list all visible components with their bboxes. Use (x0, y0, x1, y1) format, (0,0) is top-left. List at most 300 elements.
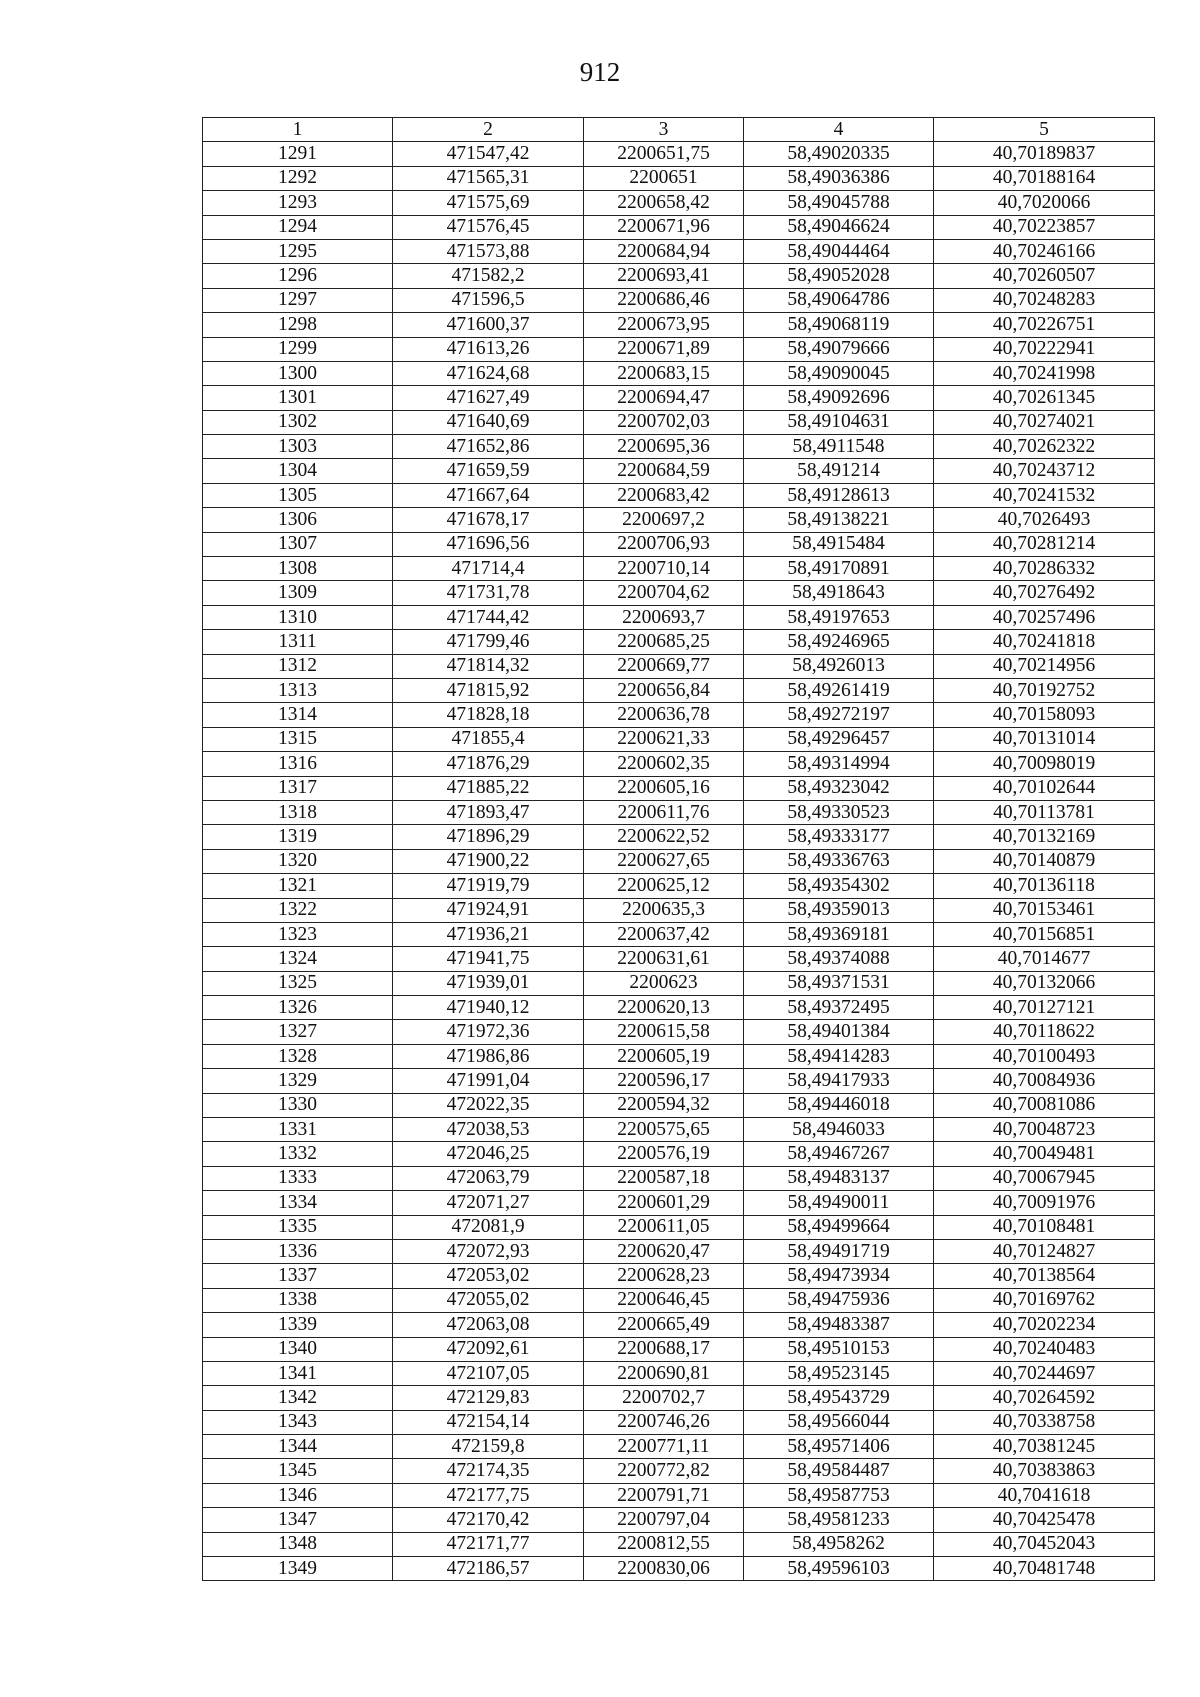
table-row (203, 605, 1155, 629)
table-cell-col-2: 472092,61 (393, 1337, 584, 1361)
table-cell-col-2: 472081,9 (393, 1215, 584, 1239)
table-cell-col-5: 40,70049481 (934, 1142, 1155, 1166)
table-row (203, 1288, 1155, 1312)
table-cell-col-3: 2200625,12 (584, 874, 744, 898)
table-row (203, 947, 1155, 971)
table-cell-col-4: 58,49090045 (744, 361, 934, 385)
table-cell-col-5: 40,70248283 (934, 288, 1155, 312)
table-cell-col-5: 40,70169762 (934, 1288, 1155, 1312)
table-cell-col-1: 1331 (203, 1118, 393, 1142)
table-row (203, 825, 1155, 849)
table-cell-col-5: 40,70274021 (934, 410, 1155, 434)
table-cell-col-2: 471565,31 (393, 166, 584, 190)
table-cell-col-3: 2200671,89 (584, 337, 744, 361)
table-cell-col-2: 472159,8 (393, 1435, 584, 1459)
table-cell-col-3: 2200702,7 (584, 1386, 744, 1410)
table-cell-col-1: 1298 (203, 313, 393, 337)
table-cell-col-2: 471924,91 (393, 898, 584, 922)
table-cell-col-3: 2200621,33 (584, 727, 744, 751)
table-cell-col-5: 40,70243712 (934, 459, 1155, 483)
column-header-2: 2 (393, 118, 584, 142)
table-cell-col-2: 472154,14 (393, 1410, 584, 1434)
table-cell-col-3: 2200620,47 (584, 1239, 744, 1263)
table-cell-col-2: 472186,57 (393, 1557, 584, 1581)
table-cell-col-2: 472022,35 (393, 1093, 584, 1117)
table-row (203, 703, 1155, 727)
table-cell-col-2: 471936,21 (393, 922, 584, 946)
table-row (203, 264, 1155, 288)
table-cell-col-5: 40,70067945 (934, 1166, 1155, 1190)
table-cell-col-4: 58,49079666 (744, 337, 934, 361)
table-cell-col-2: 471896,29 (393, 825, 584, 849)
table-cell-col-4: 58,49510153 (744, 1337, 934, 1361)
table-row (203, 1069, 1155, 1093)
table-cell-col-4: 58,49052028 (744, 264, 934, 288)
table-cell-col-5: 40,70244697 (934, 1361, 1155, 1385)
table-cell-col-4: 58,49246965 (744, 630, 934, 654)
table-cell-col-3: 2200695,36 (584, 435, 744, 459)
table-cell-col-1: 1322 (203, 898, 393, 922)
table-cell-col-2: 471939,01 (393, 971, 584, 995)
table-cell-col-2: 471919,79 (393, 874, 584, 898)
table-cell-col-5: 40,70124827 (934, 1239, 1155, 1263)
table-cell-col-2: 471893,47 (393, 800, 584, 824)
table-cell-col-4: 58,49261419 (744, 678, 934, 702)
table-cell-col-5: 40,70113781 (934, 800, 1155, 824)
table-cell-col-4: 58,49068119 (744, 313, 934, 337)
table-cell-col-2: 471624,68 (393, 361, 584, 385)
table-cell-col-4: 58,49354302 (744, 874, 934, 898)
table-row (203, 1093, 1155, 1117)
column-header-5: 5 (934, 118, 1155, 142)
table-cell-col-4: 58,49046624 (744, 215, 934, 239)
table-row (203, 508, 1155, 532)
table-cell-col-5: 40,70286332 (934, 557, 1155, 581)
table-cell-col-5: 40,70240483 (934, 1337, 1155, 1361)
table-cell-col-5: 40,7014677 (934, 947, 1155, 971)
table-row (203, 410, 1155, 434)
table-cell-col-4: 58,49483137 (744, 1166, 934, 1190)
table-cell-col-4: 58,49543729 (744, 1386, 934, 1410)
table-cell-col-4: 58,4911548 (744, 435, 934, 459)
table-cell-col-4: 58,49314994 (744, 752, 934, 776)
table-cell-col-2: 471659,59 (393, 459, 584, 483)
table-cell-col-3: 2200693,7 (584, 605, 744, 629)
table-row (203, 191, 1155, 215)
header-row (203, 118, 1155, 142)
table-cell-col-3: 2200683,42 (584, 483, 744, 507)
table-cell-col-4: 58,49571406 (744, 1435, 934, 1459)
table-cell-col-3: 2200702,03 (584, 410, 744, 434)
table-cell-col-4: 58,49020335 (744, 142, 934, 166)
table-cell-col-4: 58,49490011 (744, 1191, 934, 1215)
table-cell-col-5: 40,70481748 (934, 1557, 1155, 1581)
table-row (203, 288, 1155, 312)
table-cell-col-2: 471575,69 (393, 191, 584, 215)
table-cell-col-2: 471547,42 (393, 142, 584, 166)
table-cell-col-4: 58,49401384 (744, 1020, 934, 1044)
table-cell-col-1: 1326 (203, 996, 393, 1020)
table-row (203, 898, 1155, 922)
table-cell-col-5: 40,70264592 (934, 1386, 1155, 1410)
table-cell-col-4: 58,49064786 (744, 288, 934, 312)
table-cell-col-3: 2200611,76 (584, 800, 744, 824)
table-cell-col-3: 2200697,2 (584, 508, 744, 532)
table-cell-col-3: 2200587,18 (584, 1166, 744, 1190)
table-cell-col-5: 40,70276492 (934, 581, 1155, 605)
table-cell-col-2: 471582,2 (393, 264, 584, 288)
table-cell-col-5: 40,70136118 (934, 874, 1155, 898)
table-cell-col-5: 40,70381245 (934, 1435, 1155, 1459)
table-row (203, 166, 1155, 190)
table-cell-col-2: 471900,22 (393, 849, 584, 873)
table-cell-col-1: 1301 (203, 386, 393, 410)
table-row (203, 313, 1155, 337)
table-row (203, 459, 1155, 483)
table-cell-col-5: 40,70100493 (934, 1044, 1155, 1068)
table-cell-col-1: 1291 (203, 142, 393, 166)
table-cell-col-1: 1342 (203, 1386, 393, 1410)
table-cell-col-2: 471991,04 (393, 1069, 584, 1093)
table-cell-col-4: 58,4926013 (744, 654, 934, 678)
table-cell-col-2: 471855,4 (393, 727, 584, 751)
table-cell-col-2: 471627,49 (393, 386, 584, 410)
table-cell-col-5: 40,70261345 (934, 386, 1155, 410)
table-row (203, 1215, 1155, 1239)
table-cell-col-1: 1341 (203, 1361, 393, 1385)
table-cell-col-4: 58,49584487 (744, 1459, 934, 1483)
table-row (203, 435, 1155, 459)
table-cell-col-2: 472170,42 (393, 1508, 584, 1532)
table-row (203, 630, 1155, 654)
table-row (203, 142, 1155, 166)
table-cell-col-5: 40,70241532 (934, 483, 1155, 507)
table-cell-col-3: 2200694,47 (584, 386, 744, 410)
table-cell-col-5: 40,70281214 (934, 532, 1155, 556)
column-header-1: 1 (203, 118, 393, 142)
table-cell-col-5: 40,70192752 (934, 678, 1155, 702)
table-cell-col-4: 58,49587753 (744, 1483, 934, 1507)
table-cell-col-4: 58,49323042 (744, 776, 934, 800)
table-cell-col-4: 58,49483387 (744, 1313, 934, 1337)
table-cell-col-2: 471972,36 (393, 1020, 584, 1044)
table-cell-col-2: 472174,35 (393, 1459, 584, 1483)
table-cell-col-1: 1337 (203, 1264, 393, 1288)
table-cell-col-4: 58,49170891 (744, 557, 934, 581)
table-cell-col-1: 1328 (203, 1044, 393, 1068)
table-cell-col-4: 58,49414283 (744, 1044, 934, 1068)
table-cell-col-5: 40,70158093 (934, 703, 1155, 727)
table-cell-col-5: 40,70257496 (934, 605, 1155, 629)
table-cell-col-5: 40,70131014 (934, 727, 1155, 751)
table-cell-col-1: 1335 (203, 1215, 393, 1239)
table-row (203, 1142, 1155, 1166)
table-cell-col-3: 2200615,58 (584, 1020, 744, 1044)
table-cell-col-4: 58,49371531 (744, 971, 934, 995)
table-cell-col-4: 58,4946033 (744, 1118, 934, 1142)
table-cell-col-5: 40,70118622 (934, 1020, 1155, 1044)
table-cell-col-4: 58,49581233 (744, 1508, 934, 1532)
table-cell-col-3: 2200602,35 (584, 752, 744, 776)
table-row (203, 1508, 1155, 1532)
table-row (203, 1337, 1155, 1361)
table-row (203, 1118, 1155, 1142)
table-cell-col-5: 40,7020066 (934, 191, 1155, 215)
table-cell-col-3: 2200628,23 (584, 1264, 744, 1288)
table-cell-col-1: 1345 (203, 1459, 393, 1483)
table-row (203, 800, 1155, 824)
table-cell-col-1: 1338 (203, 1288, 393, 1312)
table-cell-col-3: 2200706,93 (584, 532, 744, 556)
table-cell-col-1: 1309 (203, 581, 393, 605)
table-cell-col-4: 58,49296457 (744, 727, 934, 751)
table-cell-col-3: 2200636,78 (584, 703, 744, 727)
table-cell-col-4: 58,49036386 (744, 166, 934, 190)
table-cell-col-1: 1294 (203, 215, 393, 239)
table-cell-col-2: 471652,86 (393, 435, 584, 459)
table-cell-col-4: 58,49369181 (744, 922, 934, 946)
table-cell-col-1: 1349 (203, 1557, 393, 1581)
table-row (203, 1166, 1155, 1190)
coordinates-table (202, 117, 1155, 1581)
table-cell-col-3: 2200797,04 (584, 1508, 744, 1532)
table-cell-col-2: 472055,02 (393, 1288, 584, 1312)
table-row (203, 1361, 1155, 1385)
table-row (203, 1044, 1155, 1068)
table-cell-col-3: 2200683,15 (584, 361, 744, 385)
table-row (203, 654, 1155, 678)
table-cell-col-5: 40,70223857 (934, 215, 1155, 239)
table-cell-col-3: 2200635,3 (584, 898, 744, 922)
table-cell-col-1: 1321 (203, 874, 393, 898)
table-cell-col-3: 2200686,46 (584, 288, 744, 312)
table-row (203, 849, 1155, 873)
page-number: 912 (579, 57, 621, 87)
table-cell-col-2: 471815,92 (393, 678, 584, 702)
table-cell-col-2: 472072,93 (393, 1239, 584, 1263)
table-cell-col-2: 471573,88 (393, 239, 584, 263)
table-cell-col-2: 471714,4 (393, 557, 584, 581)
table-row (203, 727, 1155, 751)
table-cell-col-5: 40,70098019 (934, 752, 1155, 776)
table-cell-col-1: 1297 (203, 288, 393, 312)
table-cell-col-3: 2200637,42 (584, 922, 744, 946)
table-cell-col-5: 40,70132066 (934, 971, 1155, 995)
table-cell-col-5: 40,70091976 (934, 1191, 1155, 1215)
table-cell-col-1: 1310 (203, 605, 393, 629)
table-cell-col-1: 1315 (203, 727, 393, 751)
table-cell-col-3: 2200673,95 (584, 313, 744, 337)
table-cell-col-1: 1333 (203, 1166, 393, 1190)
table-cell-col-4: 58,49045788 (744, 191, 934, 215)
table-row (203, 483, 1155, 507)
table-cell-col-3: 2200688,17 (584, 1337, 744, 1361)
table-row (203, 1191, 1155, 1215)
table-cell-col-4: 58,49372495 (744, 996, 934, 1020)
table-cell-col-2: 471885,22 (393, 776, 584, 800)
table-cell-col-3: 2200576,19 (584, 1142, 744, 1166)
table-cell-col-4: 58,49475936 (744, 1288, 934, 1312)
table-cell-col-5: 40,70226751 (934, 313, 1155, 337)
table-cell-col-4: 58,49417933 (744, 1069, 934, 1093)
table-cell-col-3: 2200631,61 (584, 947, 744, 971)
table-cell-col-3: 2200596,17 (584, 1069, 744, 1093)
table-cell-col-1: 1313 (203, 678, 393, 702)
table-cell-col-2: 472171,77 (393, 1532, 584, 1556)
table-cell-col-3: 2200658,42 (584, 191, 744, 215)
table-cell-col-1: 1314 (203, 703, 393, 727)
table-cell-col-5: 40,70383863 (934, 1459, 1155, 1483)
table-row (203, 532, 1155, 556)
table-cell-col-1: 1317 (203, 776, 393, 800)
table-cell-col-2: 472107,05 (393, 1361, 584, 1385)
table-row (203, 1313, 1155, 1337)
table-cell-col-5: 40,70084936 (934, 1069, 1155, 1093)
table-row (203, 996, 1155, 1020)
table-cell-col-4: 58,49104631 (744, 410, 934, 434)
table-cell-col-4: 58,49138221 (744, 508, 934, 532)
table-cell-col-5: 40,70140879 (934, 849, 1155, 873)
table-cell-col-1: 1325 (203, 971, 393, 995)
table-cell-col-2: 472177,75 (393, 1483, 584, 1507)
table-cell-col-3: 2200685,25 (584, 630, 744, 654)
table-cell-col-1: 1320 (203, 849, 393, 873)
table-cell-col-4: 58,49446018 (744, 1093, 934, 1117)
table-cell-col-5: 40,70262322 (934, 435, 1155, 459)
table-cell-col-4: 58,4918643 (744, 581, 934, 605)
table-cell-col-1: 1311 (203, 630, 393, 654)
table-row (203, 581, 1155, 605)
table-cell-col-1: 1303 (203, 435, 393, 459)
table-cell-col-5: 40,70338758 (934, 1410, 1155, 1434)
table-cell-col-1: 1306 (203, 508, 393, 532)
table-cell-col-5: 40,70222941 (934, 337, 1155, 361)
table-cell-col-1: 1347 (203, 1508, 393, 1532)
table-body (203, 142, 1155, 1581)
table-cell-col-1: 1295 (203, 239, 393, 263)
table-row (203, 922, 1155, 946)
table-cell-col-1: 1329 (203, 1069, 393, 1093)
table-cell-col-5: 40,70241998 (934, 361, 1155, 385)
table-cell-col-5: 40,70153461 (934, 898, 1155, 922)
table-cell-col-4: 58,49330523 (744, 800, 934, 824)
table-cell-col-4: 58,491214 (744, 459, 934, 483)
table-cell-col-2: 472038,53 (393, 1118, 584, 1142)
table-cell-col-5: 40,70188164 (934, 166, 1155, 190)
table-cell-col-5: 40,70138564 (934, 1264, 1155, 1288)
table-row (203, 361, 1155, 385)
table-cell-col-1: 1302 (203, 410, 393, 434)
table-cell-col-1: 1307 (203, 532, 393, 556)
table-cell-col-2: 472046,25 (393, 1142, 584, 1166)
table-row (203, 215, 1155, 239)
table-row (203, 874, 1155, 898)
table-cell-col-3: 2200605,19 (584, 1044, 744, 1068)
table-cell-col-1: 1332 (203, 1142, 393, 1166)
table-cell-col-1: 1292 (203, 166, 393, 190)
table-cell-col-2: 471731,78 (393, 581, 584, 605)
table-cell-col-4: 58,49473934 (744, 1264, 934, 1288)
column-header-3: 3 (584, 118, 744, 142)
table-cell-col-1: 1299 (203, 337, 393, 361)
table-cell-col-2: 472129,83 (393, 1386, 584, 1410)
table-cell-col-2: 472071,27 (393, 1191, 584, 1215)
table-cell-col-2: 471576,45 (393, 215, 584, 239)
table-cell-col-3: 2200651 (584, 166, 744, 190)
table-row (203, 1483, 1155, 1507)
table-cell-col-4: 58,49374088 (744, 947, 934, 971)
table-cell-col-2: 471986,86 (393, 1044, 584, 1068)
table-cell-col-5: 40,70202234 (934, 1313, 1155, 1337)
table-cell-col-3: 2200605,16 (584, 776, 744, 800)
table-cell-col-1: 1330 (203, 1093, 393, 1117)
table-cell-col-2: 471828,18 (393, 703, 584, 727)
table-cell-col-3: 2200710,14 (584, 557, 744, 581)
table-cell-col-3: 2200646,45 (584, 1288, 744, 1312)
table-cell-col-3: 2200693,41 (584, 264, 744, 288)
table-cell-col-2: 471941,75 (393, 947, 584, 971)
table-cell-col-1: 1340 (203, 1337, 393, 1361)
table-cell-col-3: 2200830,06 (584, 1557, 744, 1581)
table-cell-col-1: 1346 (203, 1483, 393, 1507)
table-cell-col-5: 40,70189837 (934, 142, 1155, 166)
table-cell-col-5: 40,70132169 (934, 825, 1155, 849)
table-row (203, 776, 1155, 800)
table-cell-col-4: 58,49467267 (744, 1142, 934, 1166)
table-cell-col-4: 58,4915484 (744, 532, 934, 556)
table-cell-col-1: 1324 (203, 947, 393, 971)
table-cell-col-3: 2200601,29 (584, 1191, 744, 1215)
table-cell-col-4: 58,49596103 (744, 1557, 934, 1581)
table-cell-col-3: 2200671,96 (584, 215, 744, 239)
table-row (203, 239, 1155, 263)
table-cell-col-1: 1339 (203, 1313, 393, 1337)
table-cell-col-1: 1343 (203, 1410, 393, 1434)
table-cell-col-3: 2200684,94 (584, 239, 744, 263)
table-cell-col-2: 471814,32 (393, 654, 584, 678)
table-row (203, 1459, 1155, 1483)
table-cell-col-3: 2200594,32 (584, 1093, 744, 1117)
table-cell-col-3: 2200704,62 (584, 581, 744, 605)
table-cell-col-5: 40,70425478 (934, 1508, 1155, 1532)
table-cell-col-2: 472063,79 (393, 1166, 584, 1190)
table-cell-col-2: 471667,64 (393, 483, 584, 507)
table-cell-col-2: 471696,56 (393, 532, 584, 556)
table-cell-col-4: 58,49336763 (744, 849, 934, 873)
table-cell-col-2: 471613,26 (393, 337, 584, 361)
table-cell-col-3: 2200611,05 (584, 1215, 744, 1239)
table-cell-col-1: 1296 (203, 264, 393, 288)
table-cell-col-5: 40,7026493 (934, 508, 1155, 532)
table-cell-col-5: 40,70156851 (934, 922, 1155, 946)
table-row (203, 1264, 1155, 1288)
table-cell-col-3: 2200622,52 (584, 825, 744, 849)
table-cell-col-1: 1348 (203, 1532, 393, 1556)
table-cell-col-2: 472053,02 (393, 1264, 584, 1288)
table-cell-col-1: 1319 (203, 825, 393, 849)
table-cell-col-3: 2200651,75 (584, 142, 744, 166)
table-cell-col-2: 471799,46 (393, 630, 584, 654)
table-row (203, 1532, 1155, 1556)
table-cell-col-4: 58,49272197 (744, 703, 934, 727)
table-cell-col-3: 2200665,49 (584, 1313, 744, 1337)
table-cell-col-1: 1323 (203, 922, 393, 946)
table-cell-col-3: 2200620,13 (584, 996, 744, 1020)
table-row (203, 337, 1155, 361)
table-row (203, 1239, 1155, 1263)
table-row (203, 971, 1155, 995)
table-cell-col-1: 1293 (203, 191, 393, 215)
